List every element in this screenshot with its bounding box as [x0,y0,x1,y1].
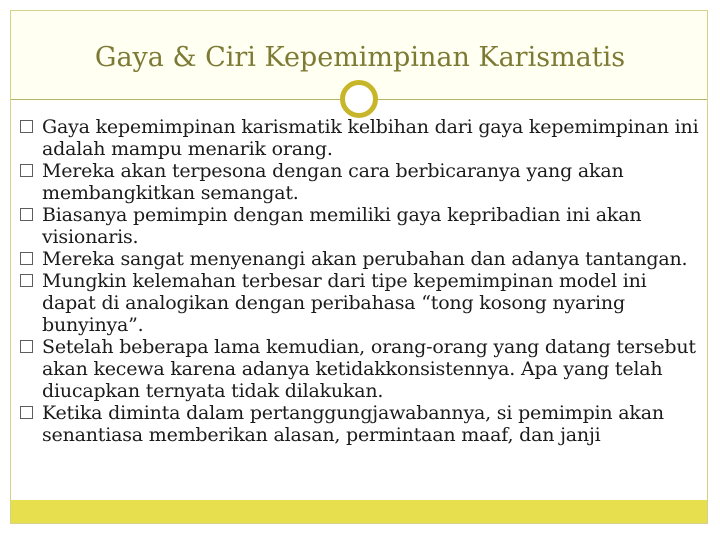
square-bullet-icon [20,208,33,221]
bullet-text: Biasanya pemimpin dengan memiliki gaya kepribadian ini akan visionaris. [42,204,642,248]
bullet-item [18,270,702,336]
bullet-text: Gaya kepemimpinan karismatik kelbihan dari gaya kepemimpinan ini adalah mampu menarik orang. [42,116,699,160]
square-bullet-icon [20,120,33,133]
square-bullet-icon [20,274,33,287]
bullet-item [18,402,702,446]
slide-title: Gaya & Ciri Kepemimpinan Karismatis [94,42,626,73]
bullet-text: Setelah beberapa lama kemudian, orang-orang yang datang tersebut akan kecewa karena adanya ketidakkonsistennya. Apa yang telah diucapkan ternyata tidak dilakukan. [42,336,696,402]
bullet-list [18,116,702,446]
bullet-item [18,336,702,402]
bullet-text: Mereka sangat menyenangi akan perubahan dan adanya tantangan. [42,248,688,270]
square-bullet-icon [20,252,33,265]
decorative-circle-icon [340,80,378,118]
bullet-item [18,160,702,204]
bullet-text: Mungkin kelemahan terbesar dari tipe kepemimpinan model ini dapat di analogikan dengan peribahasa “tong kosong nyaring bunyinya”. [42,270,647,336]
square-bullet-icon [20,164,33,177]
footer-bar [11,500,707,523]
square-bullet-icon [20,340,33,353]
bullet-text: Ketika diminta dalam pertanggungjawabannya, si pemimpin akan senantiasa memberikan alasan, permintaan maaf, dan janji [42,402,664,446]
bullet-item [18,116,702,160]
square-bullet-icon [20,406,33,419]
bullet-item [18,204,702,248]
bullet-text: Mereka akan terpesona dengan cara berbicaranya yang akan membangkitkan semangat. [42,160,624,204]
bullet-item [18,248,702,270]
